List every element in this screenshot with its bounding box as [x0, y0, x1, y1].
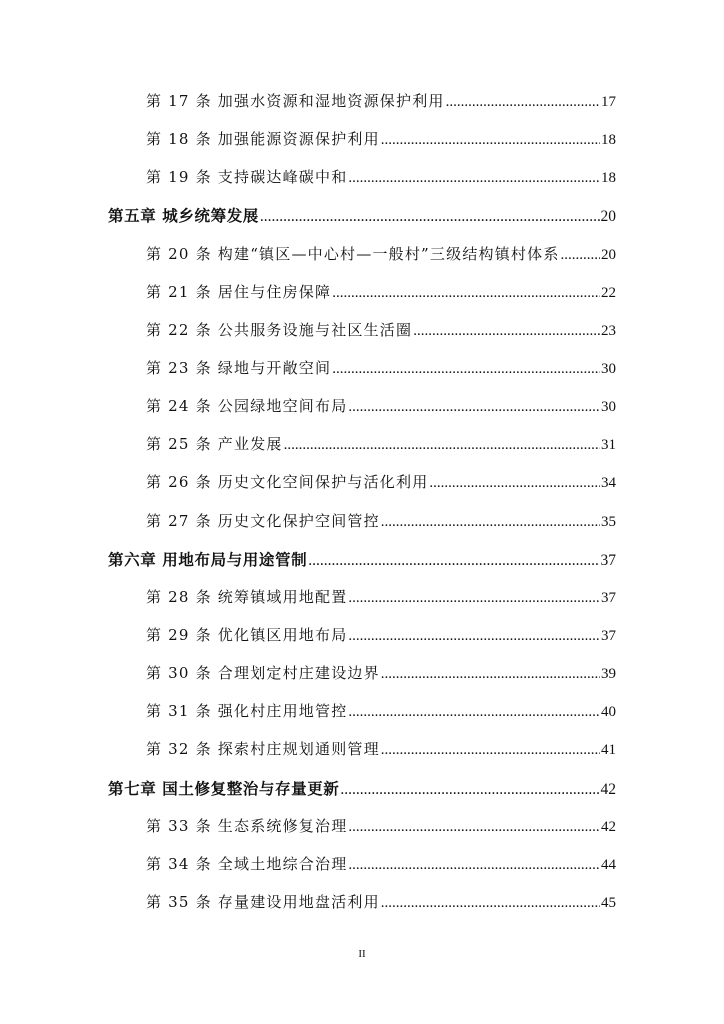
toc-entry-title: 第 26 条 历史文化空间保护与活化利用 — [146, 473, 429, 492]
toc-article-entry[interactable] — [108, 738, 616, 776]
toc-entry-title: 第 23 条 绿地与开敞空间 — [146, 358, 332, 377]
toc-entry-title: 第 31 条 强化村庄用地管控 — [146, 702, 348, 721]
toc-entry-title: 第五章 城乡统筹发展 — [108, 207, 259, 226]
toc-entry-title: 第 20 条 构建“镇区—中心村—一般村”三级结构镇村体系 — [146, 244, 560, 263]
toc-article-entry[interactable] — [108, 891, 616, 929]
dot-leader — [308, 552, 599, 570]
dot-leader — [340, 781, 599, 799]
table-of-contents — [108, 90, 616, 929]
dot-leader — [348, 857, 600, 874]
toc-article-entry[interactable] — [108, 281, 616, 319]
toc-article-entry[interactable] — [108, 586, 616, 624]
toc-entry-title: 第六章 用地布局与用途管制 — [108, 550, 308, 569]
toc-entry-title: 第 24 条 公园绿地空间布局 — [146, 397, 348, 416]
toc-entry-title: 第 30 条 合理划定村庄建设边界 — [146, 664, 380, 683]
toc-entry-page-number: 22 — [601, 284, 616, 301]
page-number: II — [358, 948, 366, 960]
toc-entry-title: 第 21 条 居住与住房保障 — [146, 282, 332, 301]
toc-entry-page-number: 18 — [601, 170, 616, 187]
toc-entry-title: 第 28 条 统筹镇域用地配置 — [146, 587, 348, 606]
toc-entry-page-number: 31 — [601, 437, 616, 454]
dot-leader — [381, 514, 600, 531]
toc-entry-page-number: 23 — [601, 322, 616, 339]
toc-article-entry[interactable] — [108, 395, 616, 433]
toc-entry-page-number: 45 — [601, 894, 616, 911]
dot-leader — [260, 208, 600, 226]
toc-entry-title: 第 34 条 全域土地综合治理 — [146, 854, 348, 873]
toc-chapter-entry[interactable] — [108, 777, 616, 815]
toc-entry-page-number: 34 — [601, 475, 616, 492]
dot-leader — [561, 247, 600, 264]
toc-entry-page-number: 18 — [601, 132, 616, 149]
toc-entry-page-number: 41 — [601, 742, 616, 759]
toc-article-entry[interactable] — [108, 624, 616, 662]
dot-leader — [413, 323, 600, 340]
toc-entry-title: 第 19 条 支持碳达峰碳中和 — [146, 168, 348, 187]
toc-article-entry[interactable] — [108, 166, 616, 204]
toc-article-entry[interactable] — [108, 433, 616, 471]
toc-entry-title: 第 27 条 历史文化保护空间管控 — [146, 511, 380, 530]
dot-leader — [348, 399, 600, 416]
toc-entry-page-number: 39 — [601, 666, 616, 683]
dot-leader — [348, 819, 600, 836]
toc-article-entry[interactable] — [108, 90, 616, 128]
dot-leader — [332, 285, 600, 302]
dot-leader — [348, 170, 600, 187]
toc-entry-page-number: 20 — [601, 246, 616, 263]
toc-article-entry[interactable] — [108, 510, 616, 548]
toc-article-entry[interactable] — [108, 357, 616, 395]
toc-entry-title: 第 35 条 存量建设用地盘活利用 — [146, 892, 380, 911]
toc-entry-page-number: 40 — [601, 704, 616, 721]
toc-entry-title: 第七章 国土修复整治与存量更新 — [108, 779, 340, 798]
dot-leader — [381, 132, 600, 149]
toc-entry-title: 第 33 条 生态系统修复治理 — [146, 816, 348, 835]
toc-entry-page-number: 37 — [600, 551, 616, 569]
toc-entry-title: 第 29 条 优化镇区用地布局 — [146, 625, 348, 644]
toc-article-entry[interactable] — [108, 128, 616, 166]
toc-entry-title: 第 17 条 加强水资源和湿地资源保护利用 — [146, 92, 445, 110]
toc-article-entry[interactable] — [108, 243, 616, 281]
toc-entry-page-number: 20 — [600, 208, 616, 226]
toc-article-entry[interactable] — [108, 471, 616, 509]
toc-article-entry[interactable] — [108, 853, 616, 891]
dot-leader — [381, 742, 600, 759]
dot-leader — [284, 437, 600, 454]
toc-entry-page-number: 37 — [601, 589, 616, 606]
toc-entry-title: 第 22 条 公共服务设施与社区生活圈 — [146, 320, 413, 339]
dot-leader — [348, 590, 600, 607]
toc-entry-page-number: 42 — [601, 818, 616, 835]
dot-leader — [332, 361, 600, 378]
toc-entry-title: 第 18 条 加强能源资源保护利用 — [146, 130, 380, 149]
toc-article-entry[interactable] — [108, 700, 616, 738]
toc-chapter-entry[interactable] — [108, 548, 616, 586]
dot-leader — [348, 628, 600, 645]
toc-entry-title: 第 25 条 产业发展 — [146, 435, 283, 454]
dot-leader — [429, 475, 600, 492]
toc-article-entry[interactable] — [108, 319, 616, 357]
toc-entry-title: 第 32 条 探索村庄规划通则管理 — [146, 740, 380, 759]
dot-leader — [381, 666, 600, 683]
toc-entry-page-number: 30 — [601, 399, 616, 416]
dot-leader — [381, 895, 600, 912]
toc-entry-page-number: 37 — [601, 627, 616, 644]
toc-entry-page-number: 30 — [601, 360, 616, 377]
toc-entry-page-number: 35 — [601, 513, 616, 530]
toc-article-entry[interactable] — [108, 815, 616, 853]
dot-leader — [348, 704, 600, 721]
toc-entry-page-number: 17 — [601, 94, 616, 110]
toc-entry-page-number: 44 — [601, 856, 616, 873]
toc-article-entry[interactable] — [108, 662, 616, 700]
toc-entry-page-number: 42 — [600, 780, 616, 798]
toc-chapter-entry[interactable] — [108, 204, 616, 242]
dot-leader — [446, 94, 600, 111]
